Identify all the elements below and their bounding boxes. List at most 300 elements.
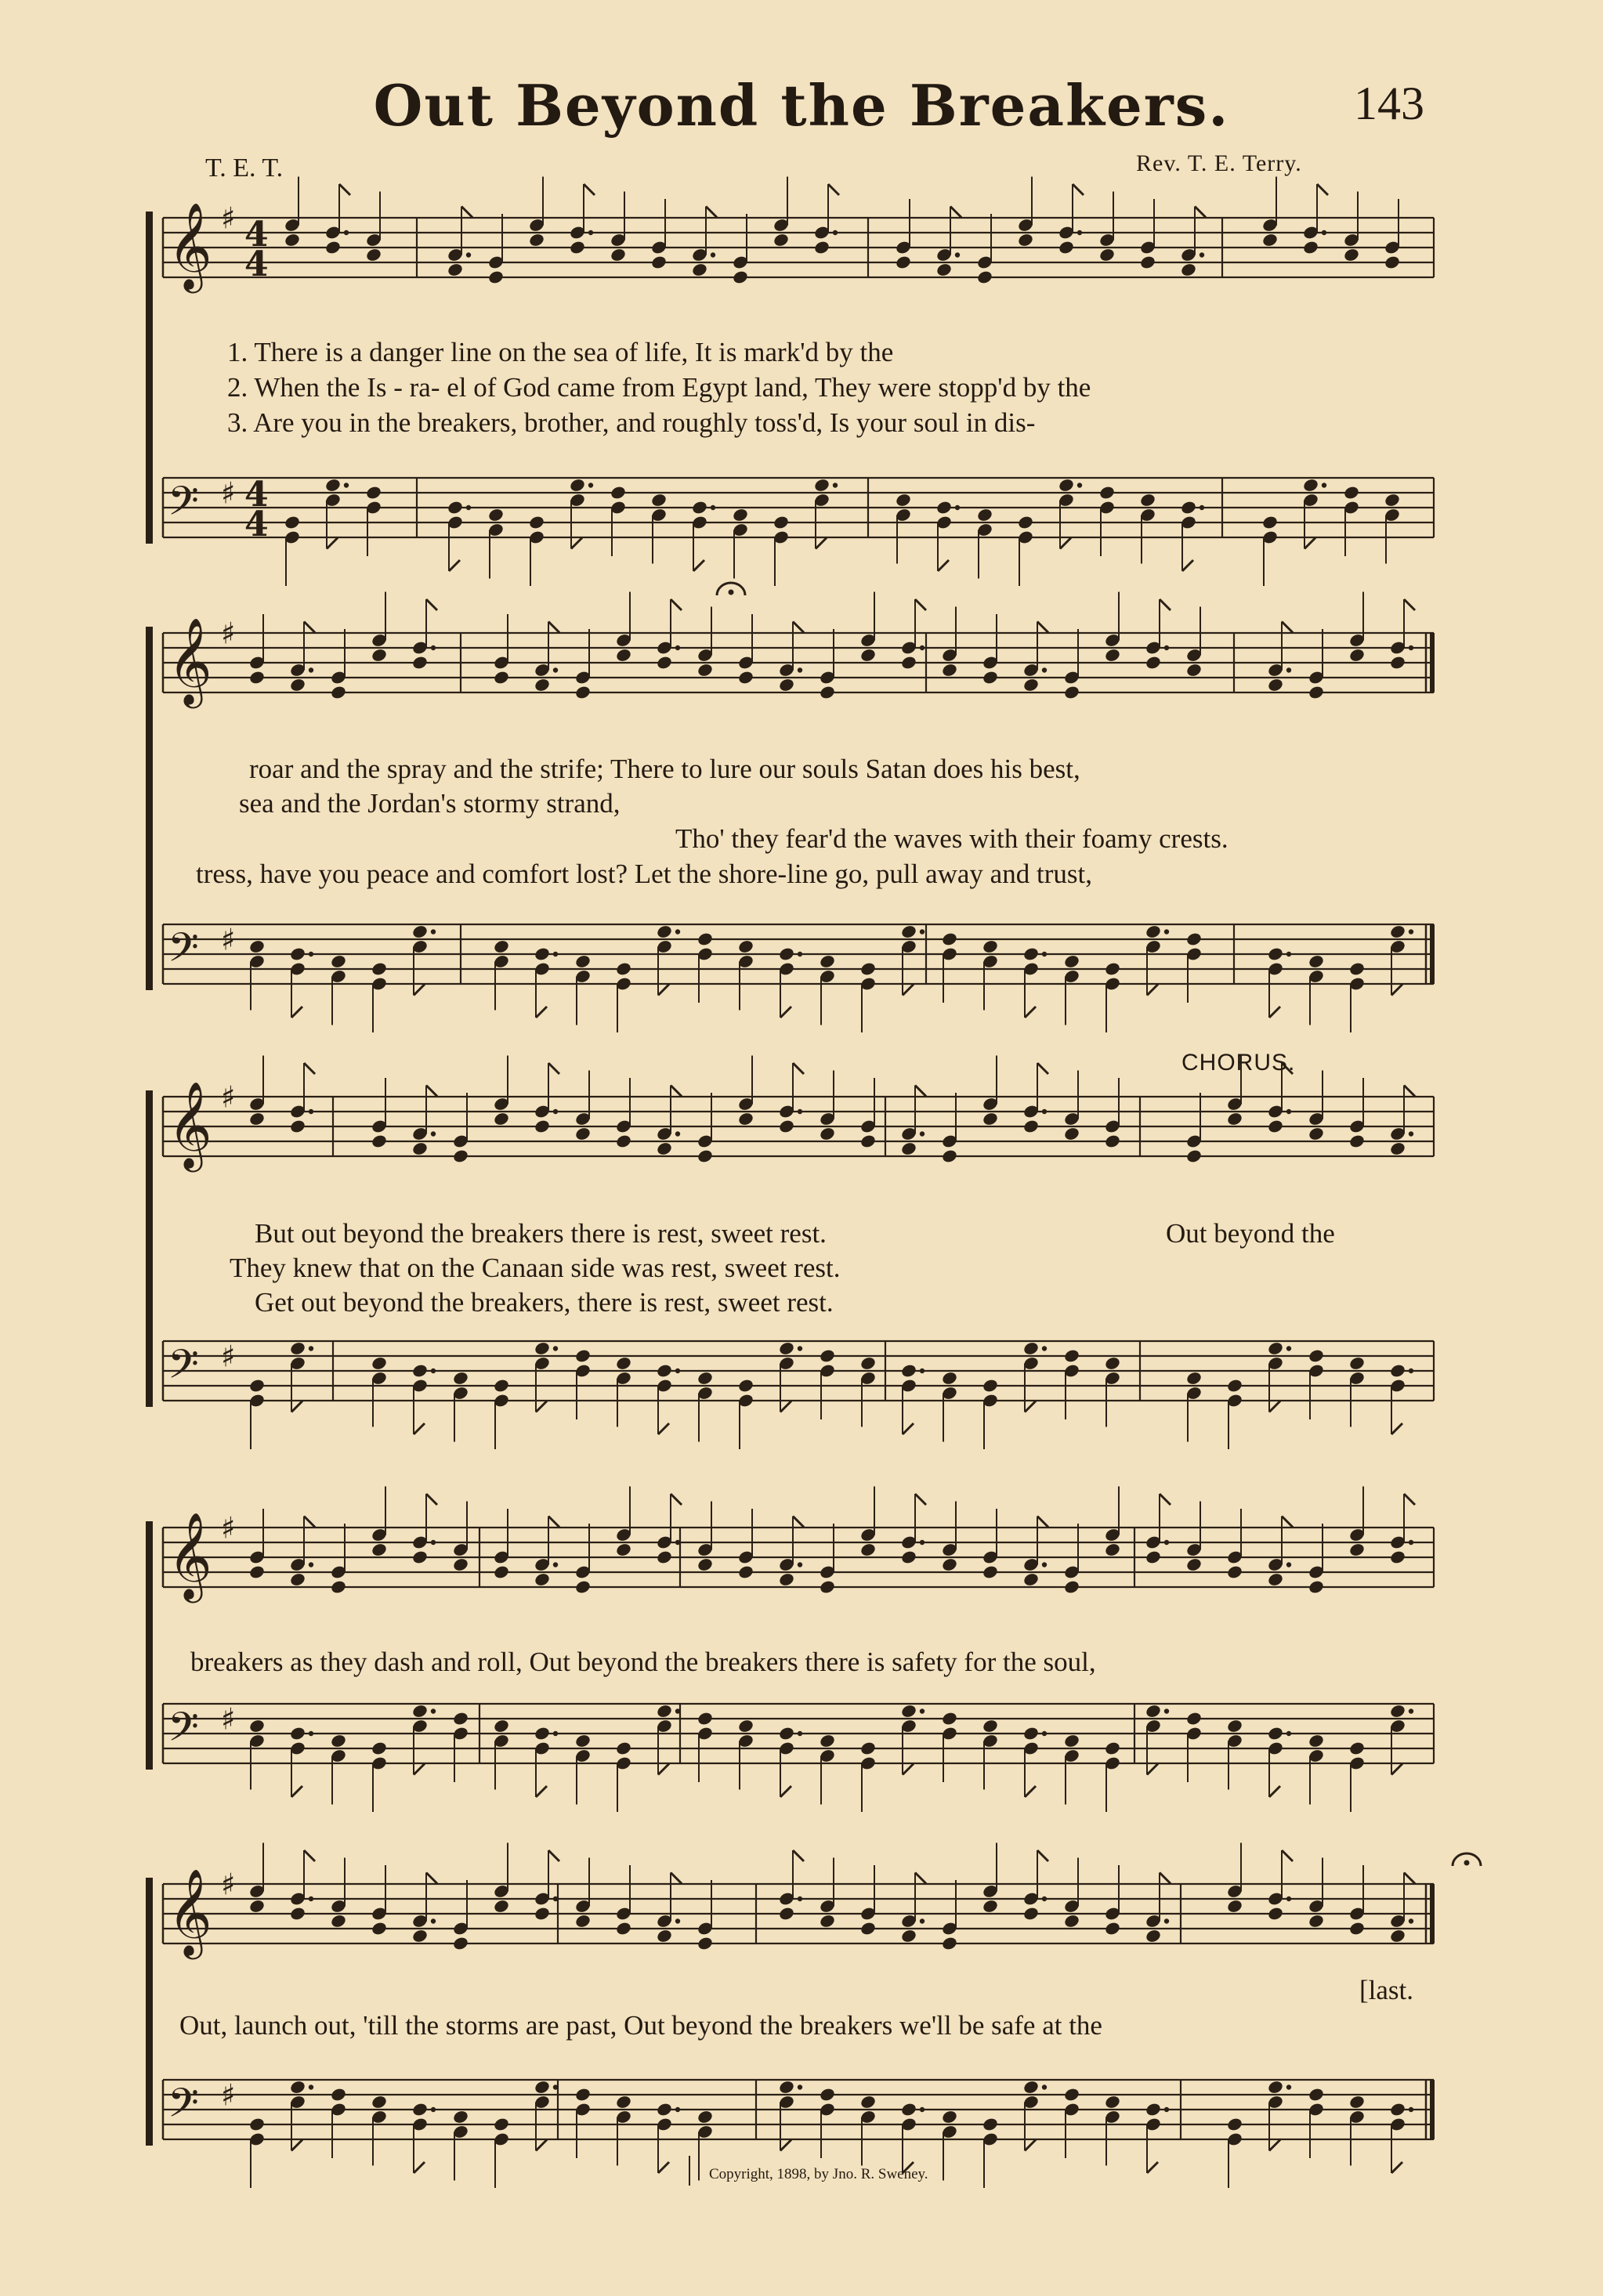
notehead [411,924,429,939]
notehead [1017,232,1034,248]
notehead [935,262,953,277]
time-signature-bottom: 4 [244,504,269,544]
notehead [1389,1363,1406,1379]
dot [553,1346,558,1350]
note-flag [915,1494,926,1505]
dot [431,2107,436,2112]
notehead [1017,515,1034,530]
notehead [773,515,790,530]
notehead [493,670,510,685]
notehead [1267,1119,1284,1134]
final-barline [1430,633,1435,692]
notehead [859,961,877,977]
notehead [1226,1898,1243,1914]
notehead [900,1141,917,1156]
note-flag [414,1423,425,1434]
notehead [1308,953,1325,969]
note-flag [1147,1764,1158,1775]
dot [344,230,349,235]
notehead [615,1741,632,1756]
notehead [1104,1542,1121,1557]
note-flag [658,1764,669,1775]
notehead [1063,1579,1080,1595]
dot [798,1109,802,1114]
notehead [289,1906,306,1922]
dot [431,1708,436,1713]
note-flag [780,2140,791,2151]
bass-clef-icon: 𝄢 [168,1703,199,1760]
notehead [1267,1726,1284,1741]
notehead [737,1111,754,1126]
notehead [697,2109,714,2124]
time-signature-top: 4 [244,475,269,515]
note-flag [548,1063,559,1074]
notehead [1348,2094,1366,2110]
notehead [447,262,464,277]
notehead [248,1111,266,1126]
dot [675,1131,680,1136]
notehead [371,647,388,663]
notehead [737,1378,754,1394]
notehead [1185,1370,1203,1386]
dot [798,667,802,672]
bass-clef-icon: 𝄢 [168,924,199,981]
note-flag [1269,1786,1280,1797]
notehead [371,961,388,977]
notehead [859,1355,877,1371]
notehead [900,924,917,939]
notehead [656,1703,673,1719]
notehead [615,647,632,663]
note-flag [1391,2162,1402,2173]
notehead [1180,500,1197,515]
notehead [1098,485,1116,501]
note-flag [1282,622,1293,633]
note-flag [1025,1786,1036,1797]
treble-clef-icon: 𝄞 [168,1080,212,1169]
notehead [1063,953,1080,969]
notehead [1145,1703,1162,1719]
note-flag [915,1086,926,1097]
notehead [487,507,505,522]
note-flag [1317,184,1328,195]
notehead [982,2117,999,2132]
dot [431,1540,436,1545]
note-flag [536,1401,547,1412]
notehead [900,1703,917,1719]
dot [1042,2084,1047,2089]
notehead [1308,1733,1325,1748]
note-flag [548,1517,559,1528]
dot [309,952,313,956]
notehead [493,1378,510,1394]
notehead [778,1340,795,1356]
dot [1042,1896,1047,1901]
notehead [411,1703,429,1719]
notehead [534,1119,551,1134]
notehead [330,1913,347,1929]
dot [1409,1369,1413,1373]
notehead [1348,961,1366,977]
notehead [1180,262,1197,277]
notehead [697,931,714,947]
notehead [1267,1906,1284,1922]
dot [309,1562,313,1567]
notehead [574,1348,592,1364]
notehead [813,240,830,255]
notehead [452,1148,469,1164]
notehead [1022,946,1040,962]
notehead [574,1579,592,1595]
note-flag [291,1007,302,1018]
dot [1409,1131,1413,1136]
notehead [737,1564,754,1580]
final-barline [1430,1884,1435,1943]
note-flag [1160,599,1171,610]
notehead [650,255,668,270]
note-flag [327,538,338,549]
note-flag [915,599,926,610]
notehead [982,1111,999,1126]
note-flag [304,1850,315,1861]
notehead [615,1355,632,1371]
notehead [778,2079,795,2095]
notehead [1389,1141,1406,1156]
dot [798,1562,802,1567]
dot [955,505,960,510]
notehead [411,1928,429,1943]
dot [711,505,715,510]
dot [431,1918,436,1923]
dot [553,1896,558,1901]
lyric-verse3-line2: tress, have you peace and comfort lost? Let the shore-line go, pull away and trust, [196,859,1092,889]
notehead [1185,662,1203,678]
notehead [1384,492,1401,508]
note-flag [1304,538,1315,549]
notehead [330,953,347,969]
note-flag [915,1873,926,1884]
system-bracket [146,1090,153,1407]
note-flag [1160,1873,1171,1884]
notehead [1104,2094,1121,2110]
notehead [1226,1111,1243,1126]
notehead [493,1111,510,1126]
dot [1164,1708,1169,1713]
note-flag [1269,2140,1280,2151]
note-flag [950,207,961,218]
note-flag [1391,1764,1402,1775]
dot [309,1896,313,1901]
note-flag [1269,1007,1280,1018]
notehead [941,1936,958,1951]
dot [675,645,680,650]
dot [588,230,593,235]
notehead [371,1134,388,1149]
notehead [732,507,749,522]
notehead [778,1726,795,1741]
notehead [773,232,790,248]
notehead [1063,1733,1080,1748]
note-flag [339,184,350,195]
notehead [976,269,993,285]
lyric-verse1-line3: But out beyond the breakers there is rest, sweet rest. [255,1218,827,1249]
notehead [330,1733,347,1748]
sharp-icon: ♯ [221,616,236,651]
notehead [248,938,266,954]
note-flag [1060,538,1071,549]
note-flag [658,1423,669,1434]
dot [1286,952,1291,956]
notehead [1104,1921,1121,1936]
note-flag [1160,1494,1171,1505]
note-flag [1282,1850,1293,1861]
notehead [1104,1355,1121,1371]
notehead [330,2087,347,2103]
dot [1286,1346,1291,1350]
dot [798,952,802,956]
notehead [493,1718,510,1734]
notehead [1022,1119,1040,1134]
notehead [534,1726,551,1741]
dot [309,2084,313,2089]
notehead [1348,1355,1366,1371]
notehead [1139,492,1156,508]
note-flag [903,985,914,996]
dot [431,1131,436,1136]
notehead [1104,1134,1121,1149]
notehead [1104,647,1121,663]
notehead [1267,1571,1284,1587]
notehead [610,247,627,262]
notehead [615,2094,632,2110]
notehead [656,1928,673,1943]
dot [1077,230,1082,235]
note-flag [793,622,804,633]
note-flag [304,622,315,633]
notehead [935,500,953,515]
notehead [656,924,673,939]
notehead [737,938,754,954]
dot [833,483,838,487]
notehead [289,2079,306,2095]
final-barline [1430,2080,1435,2139]
dot [1042,952,1047,956]
notehead [895,492,912,508]
notehead [1022,1571,1040,1587]
notehead [895,255,912,270]
lyric-chorus-line3: Out, launch out, 'till the storms are past, Out beyond the breakers we'll be safe at the [179,2010,1102,2041]
notehead [697,1936,714,1951]
notehead [493,938,510,954]
notehead [534,2079,551,2095]
notehead [1022,2079,1040,2095]
notehead [1308,685,1325,700]
note-flag [449,560,460,571]
notehead [1063,1126,1080,1141]
notehead [574,685,592,700]
dot [920,1708,925,1713]
notehead [447,500,464,515]
dot [920,645,925,650]
notehead [569,477,586,493]
note-flag [793,1063,804,1074]
notehead [1348,1921,1366,1936]
note-flag [1037,622,1048,633]
lyric-chorus-line2: breakers as they dash and roll, Out beyond the breakers there is safety for the soul, [190,1647,1096,1677]
dot [309,667,313,672]
notehead [289,1340,306,1356]
notehead [859,1542,877,1557]
dot [553,2084,558,2089]
notehead [452,1711,469,1727]
sharp-icon: ♯ [221,201,236,236]
notehead [859,1134,877,1149]
dot [798,1346,802,1350]
notehead [1308,2087,1325,2103]
notehead [1302,240,1319,255]
note-flag [780,1401,791,1412]
dot [675,2107,680,2112]
notehead [697,1711,714,1727]
final-barline [1430,924,1435,984]
notehead [1063,685,1080,700]
notehead [534,677,551,692]
notehead [859,1921,877,1936]
note-flag [1037,1850,1048,1861]
notehead [859,647,877,663]
sharp-icon: ♯ [221,2077,236,2113]
note-flag [1147,985,1158,996]
notehead [452,1370,469,1386]
dot [1164,1918,1169,1923]
notehead [900,1928,917,1943]
dot [1409,645,1413,650]
notehead [1063,2087,1080,2103]
notehead [982,1718,999,1734]
dot [1164,929,1169,934]
system-bracket [146,627,153,990]
notehead [1185,1557,1203,1572]
note-flag [304,1517,315,1528]
note-flag [671,1873,682,1884]
notehead [371,1741,388,1756]
notehead [737,1718,754,1734]
notehead [941,1148,958,1164]
notehead [615,1542,632,1557]
notehead [1104,1741,1121,1756]
system-bracket [146,212,153,544]
notehead [1022,677,1040,692]
notehead [697,662,714,678]
note-flag [1025,1401,1036,1412]
treble-clef-icon: 𝄞 [168,1868,212,1956]
notehead [289,677,306,692]
dot [675,1540,680,1545]
notehead [1145,924,1162,939]
notehead [732,269,749,285]
dot [1042,1109,1047,1114]
note-flag [584,184,595,195]
notehead [493,1898,510,1914]
time-signature-bottom: 4 [244,244,269,284]
dot [833,230,838,235]
dot [466,252,471,257]
notehead [1308,1579,1325,1595]
note-flag [1404,1494,1415,1505]
note-flag [536,1007,547,1018]
note-flag [1404,599,1415,610]
dot [675,1918,680,1923]
notehead [1348,1741,1366,1756]
note-flag [1404,1873,1415,1884]
notehead [1022,1340,1040,1356]
dot [1042,1346,1047,1350]
notehead [574,2087,592,2103]
notehead [248,1564,266,1580]
dot [1322,483,1326,487]
note-flag [461,207,472,218]
note-flag [658,2162,669,2173]
notehead [289,946,306,962]
note-flag [1037,1063,1048,1074]
notehead [1022,1726,1040,1741]
note-flag [414,1764,425,1775]
notehead [1267,1340,1284,1356]
notehead [493,1564,510,1580]
note-flag [903,1764,914,1775]
dot [920,1918,925,1923]
notehead [534,1906,551,1922]
notehead [778,677,795,692]
notehead [365,485,382,501]
notehead [656,2102,673,2117]
dot [1286,1109,1291,1114]
dot [920,1540,925,1545]
dot [1164,645,1169,650]
notehead [900,2102,917,2117]
note-flag [938,560,949,571]
dot [344,483,349,487]
notehead [248,2117,266,2132]
notehead [534,946,551,962]
notehead [1145,2102,1162,2117]
notehead [1389,1928,1406,1943]
treble-clef-icon: 𝄞 [168,1511,212,1600]
note-flag [671,599,682,610]
dot [920,929,925,934]
note-flag [903,1423,914,1434]
notehead [697,1557,714,1572]
notehead [1185,1711,1203,1727]
dot [1042,667,1047,672]
notehead [941,1711,958,1727]
lyric-verse3-line1: 3. Are you in the breakers, brother, and roughly toss'd, Is your soul in dis- [227,407,1036,438]
notehead [1389,2102,1406,2117]
bass-clef-icon: 𝄢 [168,477,199,534]
dot [309,1109,313,1114]
dot [1409,2107,1413,2112]
notehead [1389,1703,1406,1719]
note-flag [693,560,704,571]
note-flag [658,985,669,996]
dot [1409,1540,1413,1545]
notehead [691,262,708,277]
treble-clef-icon: 𝄞 [168,201,212,290]
dot [675,1369,680,1373]
notehead [813,477,830,493]
notehead [1058,477,1075,493]
sharp-icon: ♯ [221,1339,236,1374]
